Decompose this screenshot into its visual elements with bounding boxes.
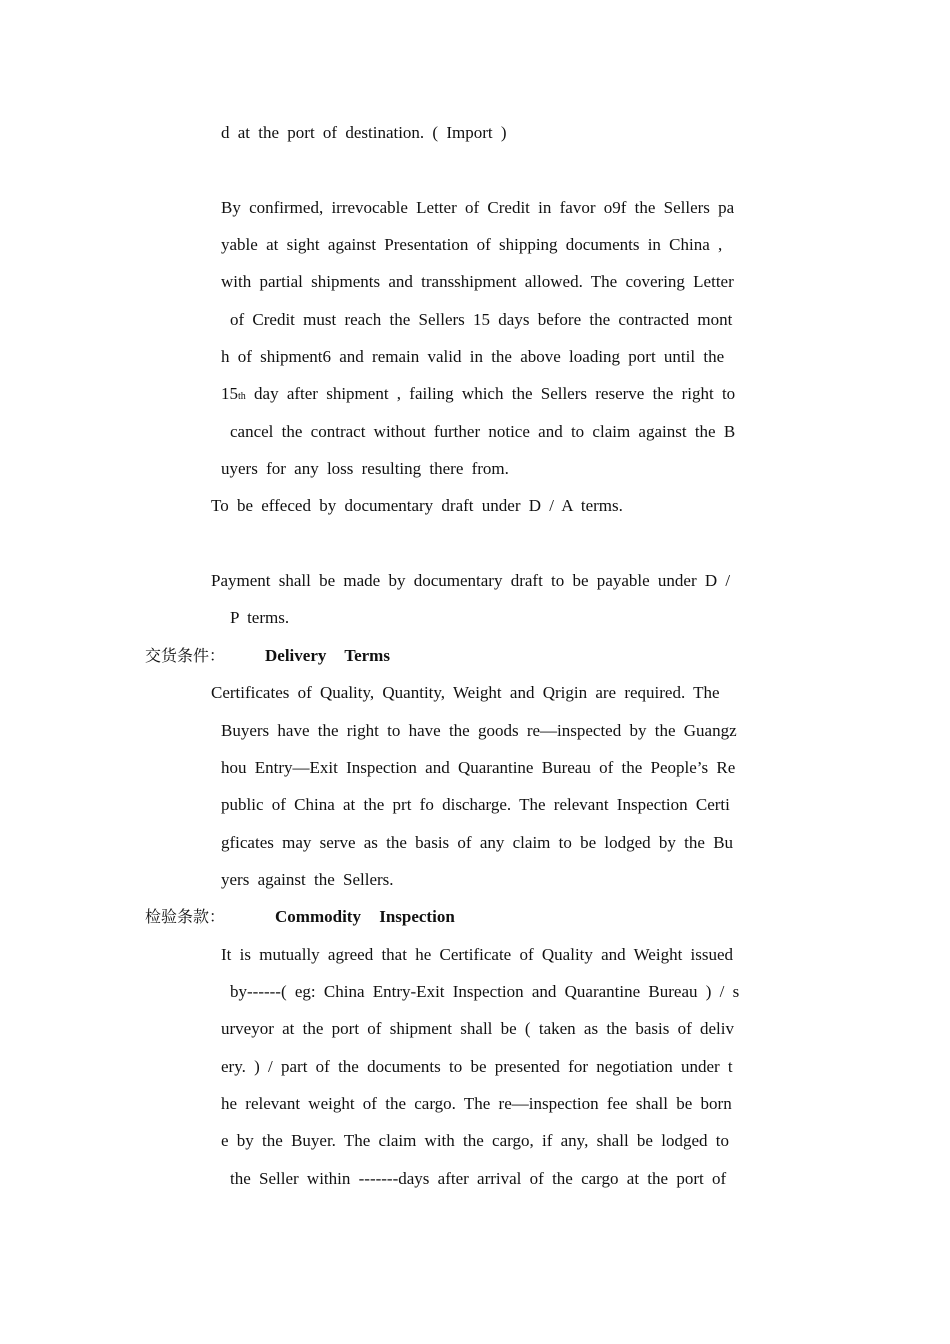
paragraph-line: the Seller within -------days after arrival of the cargo at the port of [230, 1169, 727, 1188]
section-title: Delivery Terms [265, 646, 390, 665]
paragraph-line: public of China at the prt fo discharge. The relevant Inspection Certi [221, 795, 730, 814]
paragraph-line: he relevant weight of the cargo. The re—inspection fee shall be born [221, 1094, 732, 1113]
section-title: Commodity Inspection [275, 907, 455, 926]
paragraph-line: cancel the contract without further notice and to claim against the B [230, 422, 736, 441]
line-rest: day after shipment , failing which the Sellers reserve the right to [245, 384, 736, 403]
paragraph-line: To be effeced by documentary draft under D / A terms. [211, 496, 623, 515]
paragraph-line: By confirmed, irrevocable Letter of Credit in favor o9f the Sellers pa [221, 198, 735, 217]
paragraph-line: with partial shipments and transshipment allowed. The covering Letter [221, 272, 734, 291]
paragraph-line: Payment shall be made by documentary draft to be payable under D / [211, 571, 731, 590]
paragraph-line: It is mutually agreed that he Certificate of Quality and Weight issued [221, 945, 734, 964]
paragraph-line: e by the Buyer. The claim with the cargo, if any, shall be lodged to [221, 1131, 729, 1150]
paragraph-line: Certificates of Quality, Quantity, Weight and Qrigin are required. The [211, 683, 720, 702]
paragraph-line: h of shipment6 and remain valid in the above loading port until the [221, 347, 725, 366]
paragraph-line: urveyor at the port of shipment shall be ( taken as the basis of deliv [221, 1019, 734, 1038]
paragraph-line: uyers for any loss resulting there from. [221, 459, 509, 478]
paragraph-line: gficates may serve as the basis of any claim to be lodged by the Bu [221, 833, 734, 852]
delivery-heading [145, 645, 390, 667]
paragraph-line: hou Entry—Exit Inspection and Quarantine Bureau of the People’s Re [221, 758, 736, 777]
paragraph-line: of Credit must reach the Sellers 15 days before the contracted mont [230, 310, 733, 329]
paragraph-line: yers against the Sellers. [221, 870, 394, 889]
inspection-heading [145, 906, 455, 928]
paragraph-line [221, 383, 735, 408]
paragraph-line: ery. ) / part of the documents to be presented for negotiation under t [221, 1057, 733, 1076]
paragraph-line: yable at sight against Presentation of shipping documents in China , [221, 235, 723, 254]
paragraph-line: by------( eg: China Entry-Exit Inspection and Quarantine Bureau ) / s [230, 982, 740, 1001]
section-label-cn: 检验条款： [145, 907, 226, 926]
ordinal-suffix: th [238, 391, 246, 402]
day-number: 15 [221, 384, 238, 403]
paragraph-line: P terms. [230, 608, 290, 627]
section-label-cn: 交货条件： [145, 646, 226, 665]
paragraph-line: Buyers have the right to have the goods re—inspected by the Guangz [221, 721, 737, 740]
intro-line: d at the port of destination. ( Import ) [221, 123, 507, 142]
